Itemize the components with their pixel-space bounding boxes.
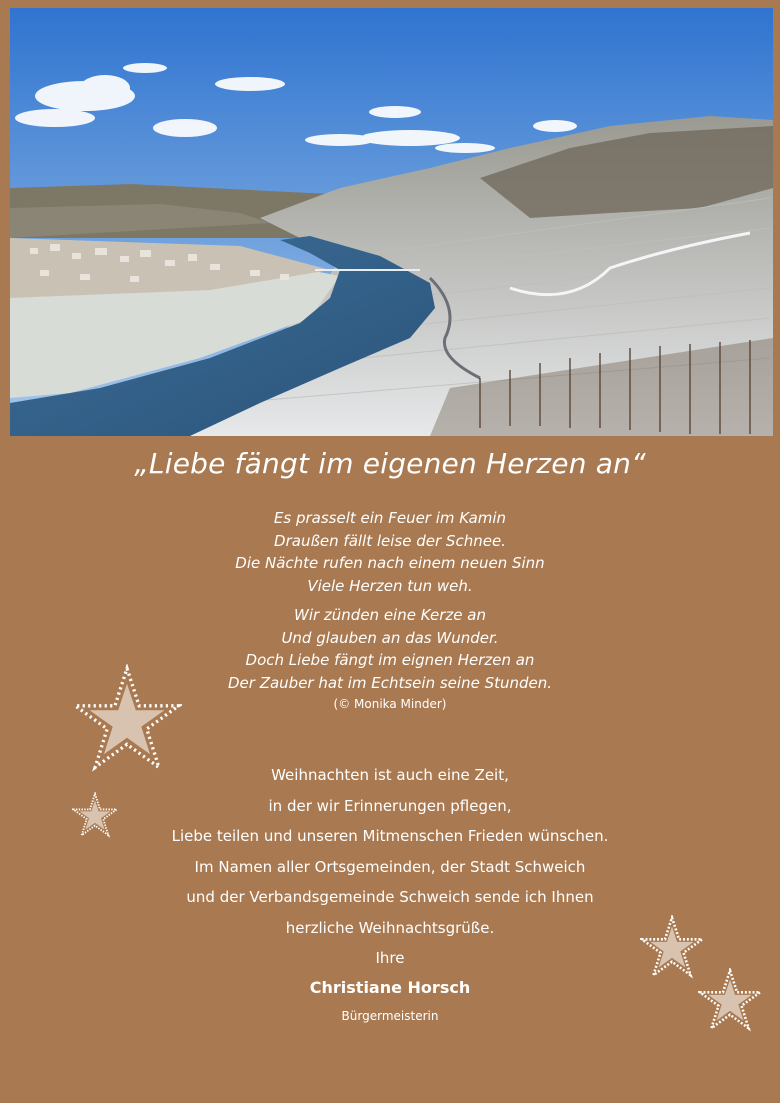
- poem-line: Draußen fällt leise der Schnee.: [274, 531, 506, 550]
- greeting-line: herzliche Weihnachtsgrüße.: [285, 918, 495, 937]
- greeting-line: Im Namen aller Ortsgemeinden, der Stadt Schweich: [194, 857, 586, 876]
- poem-line: Die Nächte rufen nach einem neuen Sinn: [235, 554, 545, 572]
- landscape-photo: [10, 8, 773, 436]
- poem-line: Der Zauber hat im Echtsein seine Stunden.: [227, 673, 553, 692]
- star-icon: [698, 968, 762, 1032]
- poem-stanza-1: [0, 507, 780, 597]
- poem-line: Doch Liebe fängt im eignen Herzen an: [245, 651, 535, 669]
- poem-line: Viele Herzen tun weh.: [307, 576, 473, 595]
- signature-role: Bürgermeisterin: [341, 1009, 439, 1023]
- poem-line: Es prasselt ein Feuer im Kamin: [273, 509, 507, 527]
- poem-line: Und glauben an das Wunder.: [281, 628, 499, 647]
- poem-line: Wir zünden eine Kerze an: [293, 606, 486, 624]
- star-icon: [640, 915, 704, 979]
- star-icon: [72, 792, 118, 838]
- greeting-line: in der wir Erinnerungen pflegen,: [268, 796, 512, 815]
- star-icon: [72, 664, 182, 774]
- signature-name: Christiane Horsch: [309, 978, 471, 997]
- greeting-line: Weihnachten ist auch eine Zeit,: [271, 766, 509, 784]
- poem-copyright: (© Monika Minder): [333, 697, 447, 711]
- greeting-line: Liebe teilen und unseren Mitmenschen Frieden wünschen.: [171, 827, 609, 845]
- greeting-line: Ihre: [375, 949, 405, 967]
- poem-title: „Liebe fängt im eigenen Herzen an“: [134, 447, 646, 480]
- greeting-line: und der Verbandsgemeinde Schweich sende ich Ihnen: [186, 888, 594, 906]
